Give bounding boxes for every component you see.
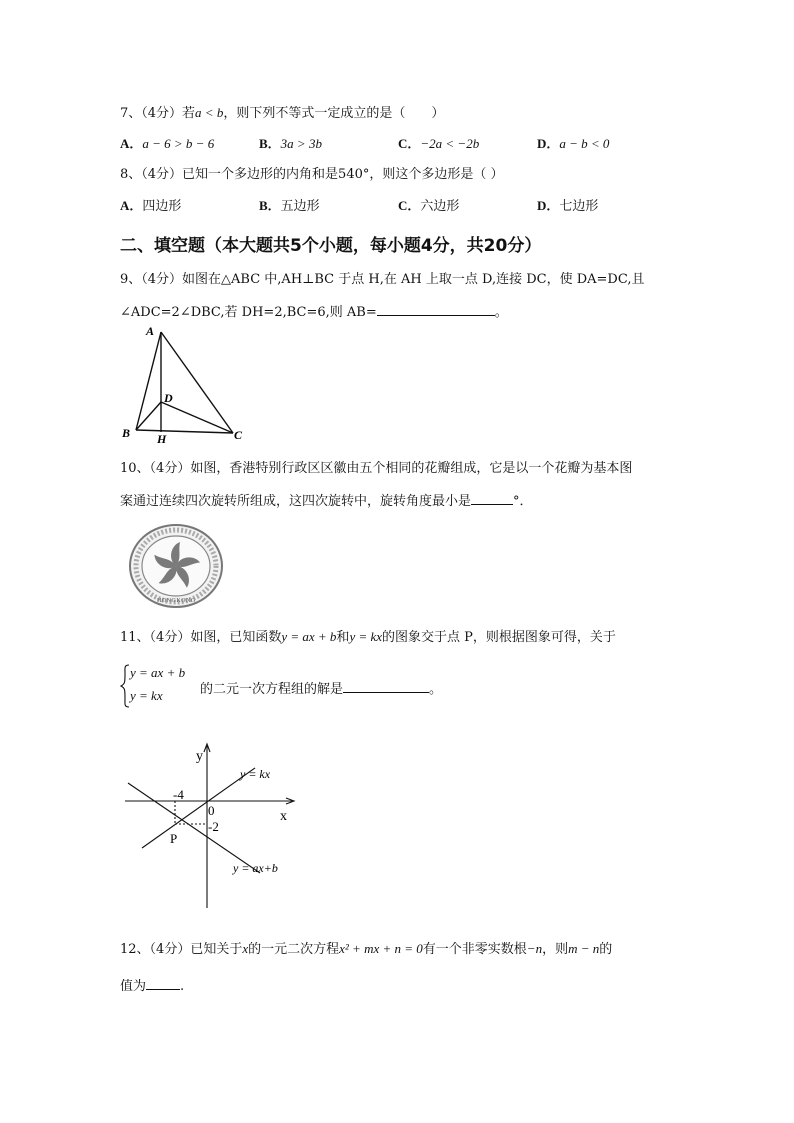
q9-label-a: A (146, 324, 155, 338)
q11-x-mark-label: -4 (173, 787, 184, 802)
q7-option-c: C．−2a < −2b (398, 136, 480, 151)
q9-line-2: ∠ADC=2∠DBC,若 DH=2,BC=6,则 AB= 。 (120, 302, 508, 322)
q11-system-tail: 的二元一次方程组的解是 。 (200, 678, 442, 697)
q12-answer-blank[interactable] (146, 976, 180, 990)
hongkong-emblem-icon (127, 522, 225, 610)
q7-stem: 7、（4分）若a < b，则下列不等式一定成立的是（ ） (120, 105, 445, 121)
q11-x-axis-label: x (280, 809, 287, 824)
q11-origin-label: 0 (208, 803, 215, 818)
q11-line-ab-label: y = ax+b (233, 861, 278, 875)
q11-system-eq1: y = ax + b (130, 665, 186, 680)
q9-line-1: 9、（4分）如图在△ABC 中,AH⊥BC 于点 H,在 AH 上取一点 D,连接 DC，使 DA=DC,且 (120, 272, 645, 287)
q11-graph-figure (120, 738, 310, 913)
q11-y-mark-label: -2 (208, 819, 219, 834)
q11-system-eq2: y = kx (130, 688, 163, 703)
q10-answer-blank[interactable] (471, 491, 513, 505)
q10-line-2: 案通过连续四次旋转所组成，这四次旋转中，旋转角度最小是 °． (120, 491, 533, 511)
q8-option-a: A．四边形 (120, 198, 182, 214)
q9-label-b: B (122, 426, 131, 440)
q9-label-c: C (234, 428, 243, 442)
q7-option-b: B．3a > 3b (259, 136, 322, 151)
q9-label-d: D (164, 391, 173, 405)
q12-line-1: 12、（4分）已知关于x的一元二次方程x² + mx + n = 0有一个非零实数根−n，则m − n的 (120, 941, 613, 957)
q12-line-2: 值为 . (120, 976, 184, 996)
q7-option-d: D．a − b < 0 (537, 136, 610, 151)
q11-answer-blank[interactable] (343, 679, 429, 693)
q11-line-kx-label: y = kx (240, 767, 271, 781)
q8-option-b: B．五边形 (259, 198, 320, 214)
q11-y-axis-label: y (196, 749, 203, 764)
q9-answer-blank[interactable] (377, 302, 495, 316)
q7-option-a: A．a − 6 > b − 6 (120, 136, 215, 151)
q9-label-h: H (157, 432, 167, 446)
q10-line-1: 10、（4分）如图，香港特别行政区区徽由五个相同的花瓣组成，它是以一个花瓣为基本图 (120, 461, 633, 476)
q7-condition: a < b (195, 105, 224, 120)
q8-option-c: C．六边形 (398, 198, 460, 214)
q8-option-d: D．七边形 (537, 198, 599, 214)
q11-stem: 11、（4分）如图，已知函数y = ax + b和y = kx的图象交于点 P，则根据图象可得，关于 (120, 629, 616, 645)
q8-stem: 8、（4分）已知一个多边形的内角和是540°，则这个多边形是（ ） (120, 167, 504, 182)
emblem-text: HONGKONG (157, 598, 196, 604)
q11-point-label: P (170, 831, 178, 846)
section-title: 二、填空题（本大题共5个小题，每小题4分，共20分） (120, 236, 542, 256)
q9-triangle-figure (118, 322, 248, 447)
